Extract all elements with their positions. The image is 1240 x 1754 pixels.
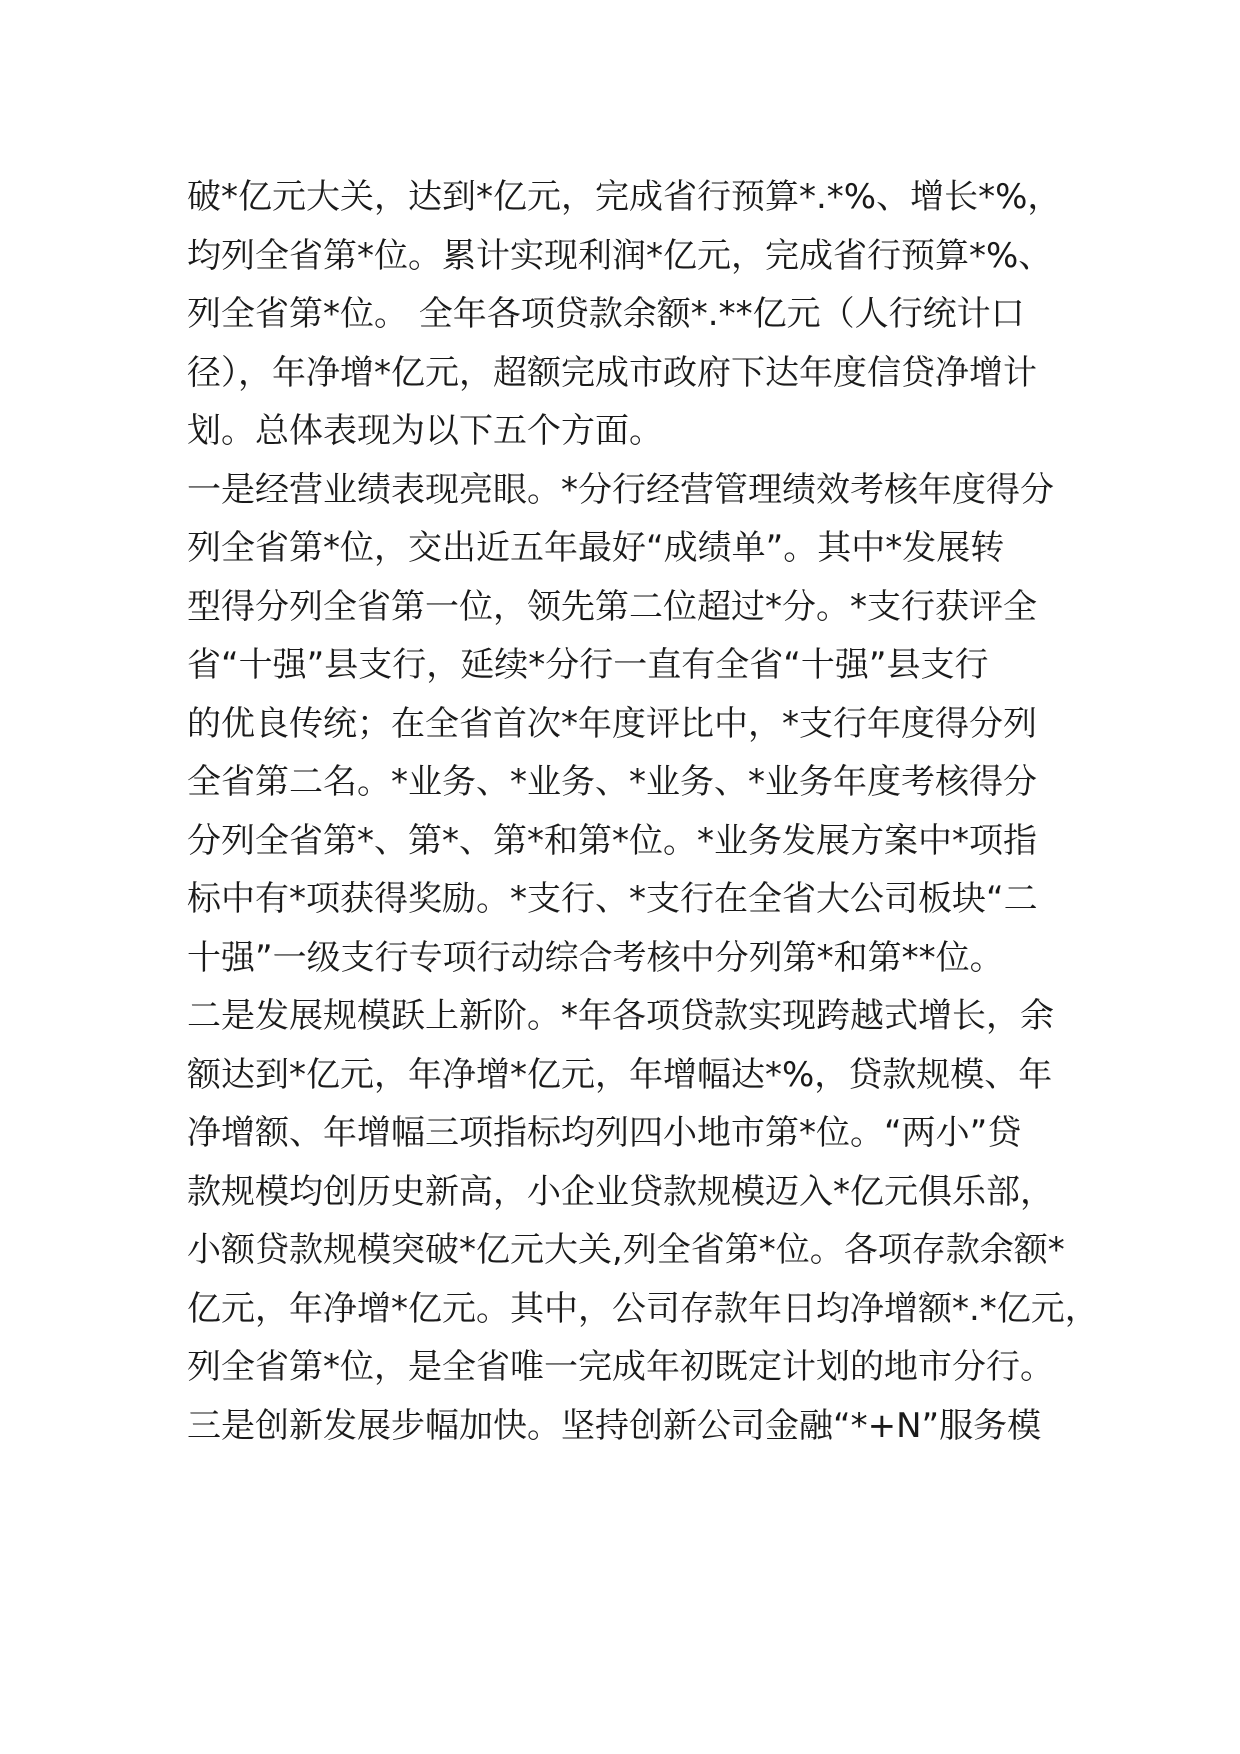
text-line: 一是经营业绩表现亮眼。*分行经营管理绩效考核年度得分 xyxy=(187,469,1054,510)
body-text xyxy=(187,168,1099,1455)
text-line: 净增额、年增幅三项指标均列四小地市第*位。“两小”贷 xyxy=(187,1113,1022,1153)
text-line: 十强”一级支行专项行动综合考核中分列第*和第**位。 xyxy=(187,937,1004,978)
text-line: 款规模均创历史新高，小企业贷款规模迈入*亿元俱乐部， xyxy=(187,1171,1054,1212)
text-line: 省“十强”县支行，延续*分行一直有全省“十强”县支行 xyxy=(187,645,989,685)
text-line: 亿元，年净增*亿元。其中，公司存款年日均净增额*.*亿元， xyxy=(187,1288,1099,1329)
text-line: 全省第二名。*业务、*业务、*业务、*业务年度考核得分 xyxy=(187,762,1037,802)
text-line: 列全省第*位，是全省唯一完成年初既定计划的地市分行。 xyxy=(187,1347,1054,1387)
text-line: 小额贷款规模突破*亿元大关,列全省第*位。各项存款余额* xyxy=(187,1230,1065,1270)
text-line: 型得分列全省第一位，领先第二位超过*分。*支行获评全 xyxy=(187,586,1037,627)
text-line: 列全省第*位。 全年各项贷款余额*.**亿元（人行统计口 xyxy=(187,294,1025,334)
text-line: 均列全省第*位。累计实现利润*亿元，完成省行预算*%、 xyxy=(187,235,1053,276)
text-line: 列全省第*位，交出近五年最好“成绩单”。其中*发展转 xyxy=(187,528,1005,568)
text-line: 径），年净增*亿元，超额完成市政府下达年度信贷净增计 xyxy=(187,352,1037,393)
text-line: 标中有*项获得奖励。*支行、*支行在全省大公司板块“二 xyxy=(187,879,1038,919)
text-line: 破*亿元大关，达到*亿元，完成省行预算*.*%、增长*%， xyxy=(187,177,1062,217)
text-line: 分列全省第*、第*、第*和第*位。*业务发展方案中*项指 xyxy=(187,820,1037,861)
text-line: 三是创新发展步幅加快。坚持创新公司金融“*+N”服务模 xyxy=(187,1405,1042,1446)
text-line: 二是发展规模跃上新阶。*年各项贷款实现跨越式增长，余 xyxy=(187,996,1054,1036)
text-line: 额达到*亿元，年净增*亿元，年增幅达*%，贷款规模、年 xyxy=(187,1054,1053,1095)
text-line: 的优良传统；在全省首次*年度评比中，*支行年度得分列 xyxy=(187,703,1037,744)
text-line: 划。总体表现为以下五个方面。 xyxy=(187,411,663,451)
